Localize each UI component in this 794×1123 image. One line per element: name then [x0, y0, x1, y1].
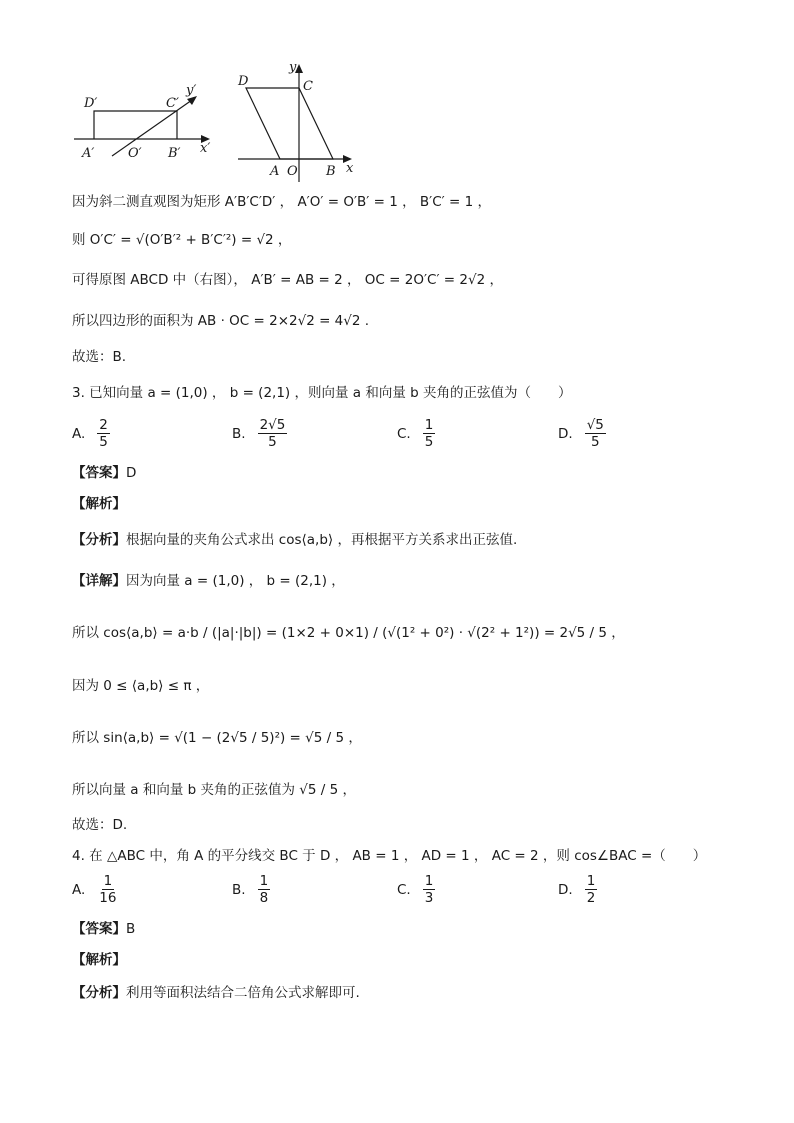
answer-value: B — [126, 921, 136, 937]
q4-option-c — [397, 873, 438, 906]
label-y-prime: y′ — [186, 83, 197, 98]
option-label: B. — [232, 881, 246, 898]
analysis-label: 【分析】 — [72, 985, 126, 1001]
option-label: D. — [558, 881, 573, 898]
detail-3-line-5: 故选：D. — [72, 817, 128, 833]
analysis-label: 【分析】 — [72, 532, 126, 548]
fraction-numerator: √5 — [586, 417, 604, 433]
detail-3-line-1: 所以 cos⟨a,b⟩ = a·b / (|a|·|b|) = (1×2 + 0×1) / (√(1² + 0²) · √(2² + 1²)) = 2√5 / 5 ， — [72, 625, 625, 641]
q4-option-b — [232, 873, 273, 906]
detail-label: 【详解】 — [72, 573, 126, 589]
q3-option-b — [232, 417, 290, 450]
solution-line-1: 因为斜二测直观图为矩形 A′B′C′D′ ， A′O′ = O′B′ = 1 ， B′C′ = 1 ， — [72, 194, 492, 210]
q3-option-d — [558, 417, 609, 450]
fraction-numerator: 1 — [424, 417, 434, 433]
detail-3-line-2: 因为 0 ≤ ⟨a,b⟩ ≤ π ， — [72, 678, 210, 694]
option-label: C. — [397, 881, 411, 898]
label-b-prime: B′ — [168, 146, 181, 161]
analysis-text: 利用等面积法结合二倍角公式求解即可. — [126, 985, 360, 1001]
fraction-denominator: 5 — [99, 434, 108, 450]
answer-heading: 【答案】 — [72, 465, 126, 481]
option-label: B. — [232, 425, 246, 442]
option-label: A. — [72, 425, 86, 442]
label-c: C — [303, 79, 313, 94]
label-x-prime: x′ — [200, 141, 211, 156]
fraction-numerator: 2 — [99, 417, 108, 433]
q4-option-d — [558, 873, 600, 906]
detail-text: 因为向量 a = (1,0) ， b = (2,1) ， — [126, 573, 345, 589]
answer-4 — [72, 919, 135, 939]
label-a: A — [270, 164, 280, 179]
solution-line-2: 则 O′C′ = √(O′B′² + B′C′²) = √2 ， — [72, 232, 292, 248]
analysis-heading-3: 【解析】 — [72, 496, 126, 512]
label-x: x — [346, 161, 354, 176]
analysis-text: 根据向量的夹角公式求出 cos⟨a,b⟩ ，再根据平方关系求出正弦值. — [126, 532, 518, 548]
label-y: y — [289, 60, 297, 75]
fraction-numerator: 1 — [424, 873, 434, 889]
fraction-numerator: 1 — [586, 873, 596, 889]
fraction-numerator: 1 — [103, 873, 113, 889]
answer-3 — [72, 463, 136, 483]
q3-option-c — [397, 417, 438, 450]
fraction-denominator: 3 — [424, 890, 434, 906]
detail-3 — [72, 571, 345, 591]
label-o: O — [287, 164, 298, 179]
solution-line-3: 可得原图 ABCD 中（右图）， A′B′ = AB = 2 ， OC = 2O′C′ = 2√2 ， — [72, 272, 503, 288]
label-d-prime: D′ — [84, 96, 98, 111]
fraction-denominator: 16 — [99, 890, 117, 906]
detail-3-line-3: 所以 sin⟨a,b⟩ = √(1 − (2√5 / 5)²) = √5 / 5 ， — [72, 730, 362, 746]
solution-line-4: 所以四边形的面积为 AB · OC = 2×2√2 = 4√2 . — [72, 313, 370, 329]
label-d: D — [238, 74, 249, 89]
analysis-heading-4: 【解析】 — [72, 952, 126, 968]
label-o-prime: O′ — [128, 146, 142, 161]
figure-original — [228, 58, 368, 188]
option-label: C. — [397, 425, 411, 442]
option-label: D. — [558, 425, 573, 442]
label-c-prime: C′ — [166, 96, 179, 111]
answer-value: D — [126, 465, 137, 481]
fraction-denominator: 5 — [424, 434, 434, 450]
analysis-4 — [72, 983, 360, 1003]
q4-option-a — [72, 873, 121, 906]
fraction-denominator: 5 — [590, 434, 600, 450]
q3-option-a — [72, 417, 113, 450]
question-3-stem: 3. 已知向量 a = (1,0) ， b = (2,1) ，则向量 a 和向量 b 夹角的正弦值为（ ） — [72, 385, 572, 401]
fraction-denominator: 5 — [268, 434, 277, 450]
label-a-prime: A′ — [82, 146, 95, 161]
detail-3-line-4: 所以向量 a 和向量 b 夹角的正弦值为 √5 / 5 ， — [72, 782, 357, 798]
fraction-denominator: 2 — [586, 890, 596, 906]
analysis-3 — [72, 530, 517, 550]
option-label: A. — [72, 881, 86, 898]
solution-line-5: 故选：B. — [72, 349, 127, 365]
fraction-numerator: 2√5 — [259, 417, 286, 433]
fraction-numerator: 1 — [259, 873, 269, 889]
fraction-denominator: 8 — [259, 890, 269, 906]
answer-heading: 【答案】 — [72, 921, 126, 937]
question-4-stem: 4. 在 △ABC 中，角 A 的平分线交 BC 于 D ， AB = 1 ， AD = 1 ， AC = 2 ，则 cos∠BAC =（ ） — [72, 848, 707, 864]
label-b: B — [326, 164, 336, 179]
